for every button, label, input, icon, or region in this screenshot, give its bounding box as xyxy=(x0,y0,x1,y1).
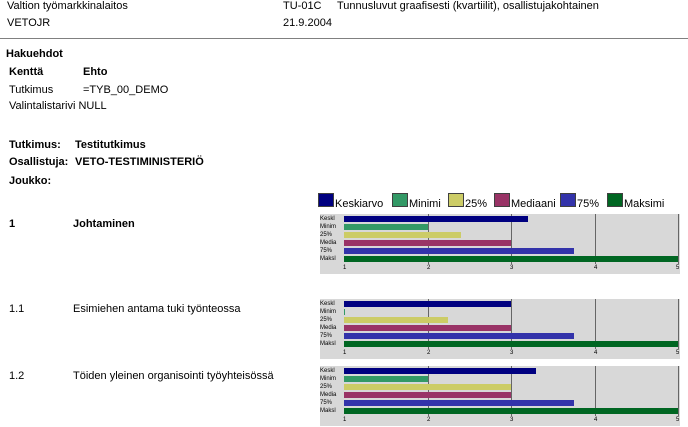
survey-value: Testitutkimus xyxy=(75,139,146,151)
chart-bar xyxy=(344,224,428,230)
org-name: Valtion työmarkkinalaitos xyxy=(7,0,128,12)
report-date: 21.9.2004 xyxy=(283,17,332,29)
section-title: Johtaminen xyxy=(73,218,135,230)
chart-bar xyxy=(344,341,678,347)
criteria-condition-header: Ehto xyxy=(83,66,108,78)
category-label: Keskl xyxy=(320,216,335,222)
chart-gridline xyxy=(678,366,679,416)
chart-bar xyxy=(344,400,574,406)
tick-label: 3 xyxy=(510,417,514,423)
chart-bar xyxy=(344,216,528,222)
criteria-field: Valintalistarivi NULL xyxy=(9,100,107,112)
chart-bar xyxy=(344,256,678,262)
tick-label: 4 xyxy=(594,417,598,423)
tick-label: 2 xyxy=(427,265,431,271)
bar-chart xyxy=(320,214,680,274)
chart-gridline xyxy=(678,214,679,264)
category-label: Media xyxy=(320,240,337,246)
category-label: 75% xyxy=(320,400,333,406)
chart-bar xyxy=(344,333,574,339)
legend-swatch xyxy=(392,193,408,207)
chart-bar xyxy=(344,325,511,331)
tick-label: 5 xyxy=(676,417,680,423)
category-label: Minim xyxy=(320,309,336,315)
chart-bar xyxy=(344,384,511,390)
participant-value: VETO-TESTIMINISTERIÖ xyxy=(75,156,204,168)
tick-label: 4 xyxy=(594,350,598,356)
criteria-field-header: Kenttä xyxy=(9,66,44,78)
chart-bar xyxy=(344,368,536,374)
tick-label: 1 xyxy=(343,417,347,423)
tick-label: 3 xyxy=(510,265,514,271)
section-number: 1.1 xyxy=(9,303,25,315)
chart-bar xyxy=(344,301,511,307)
chart-bar xyxy=(344,240,511,246)
category-label: 25% xyxy=(320,317,333,323)
tick-label: 2 xyxy=(427,417,431,423)
tick-label: 4 xyxy=(594,265,598,271)
category-label: 75% xyxy=(320,248,333,254)
category-label: Maksl xyxy=(320,341,336,347)
legend-label: Minimi xyxy=(409,198,441,210)
chart-bar xyxy=(344,248,574,254)
legend-label: 75% xyxy=(577,198,600,210)
tick-label: 5 xyxy=(676,265,680,271)
category-label: Maksl xyxy=(320,256,336,262)
category-label: Media xyxy=(320,392,337,398)
chart-bar xyxy=(344,408,678,414)
section-number: 1.2 xyxy=(9,370,25,382)
header-divider xyxy=(0,38,688,39)
tick-label: 1 xyxy=(343,265,347,271)
criteria-field: Tutkimus xyxy=(9,84,54,96)
group-label: Joukko: xyxy=(9,175,52,187)
chart-bar xyxy=(344,376,428,382)
legend-swatch xyxy=(448,193,464,207)
category-label: 75% xyxy=(320,333,333,339)
chart-bar xyxy=(344,309,345,315)
legend-label: Mediaani xyxy=(511,198,556,210)
legend-label: Maksimi xyxy=(624,198,665,210)
bar-chart xyxy=(320,366,680,426)
system-name: VETOJR xyxy=(7,17,51,29)
criteria-condition: =TYB_00_DEMO xyxy=(83,84,169,96)
legend-swatch xyxy=(494,193,510,207)
survey-label: Tutkimus: xyxy=(9,139,61,151)
category-label: Minim xyxy=(320,224,336,230)
tick-label: 2 xyxy=(427,350,431,356)
category-label: Media xyxy=(320,325,337,331)
chart-bar xyxy=(344,392,511,398)
report-code: TU-01C xyxy=(283,0,322,12)
category-label: Keskl xyxy=(320,368,335,374)
bar-chart xyxy=(320,299,680,359)
chart-gridline xyxy=(678,299,679,349)
tick-label: 1 xyxy=(343,350,347,356)
legend-swatch xyxy=(560,193,576,207)
legend-swatch xyxy=(607,193,623,207)
criteria-heading: Hakuehdot xyxy=(6,48,63,60)
tick-label: 3 xyxy=(510,350,514,356)
chart-bar xyxy=(344,317,448,323)
category-label: Maksl xyxy=(320,408,336,414)
report-title: Tunnusluvut graafisesti (kvartiilit), osallistujakohtainen xyxy=(337,0,599,12)
category-label: 25% xyxy=(320,384,333,390)
category-label: 25% xyxy=(320,232,333,238)
category-label: Keskl xyxy=(320,301,335,307)
tick-label: 5 xyxy=(676,350,680,356)
chart-bar xyxy=(344,232,461,238)
section-number: 1 xyxy=(9,218,16,230)
section-title: Töiden yleinen organisointi työyhteisössä xyxy=(73,370,274,382)
legend-swatch xyxy=(318,193,334,207)
legend-label: 25% xyxy=(465,198,488,210)
section-title: Esimiehen antama tuki työnteossa xyxy=(73,303,241,315)
legend-label: Keskiarvo xyxy=(335,198,384,210)
participant-label: Osallistuja: xyxy=(9,156,69,168)
category-label: Minim xyxy=(320,376,336,382)
